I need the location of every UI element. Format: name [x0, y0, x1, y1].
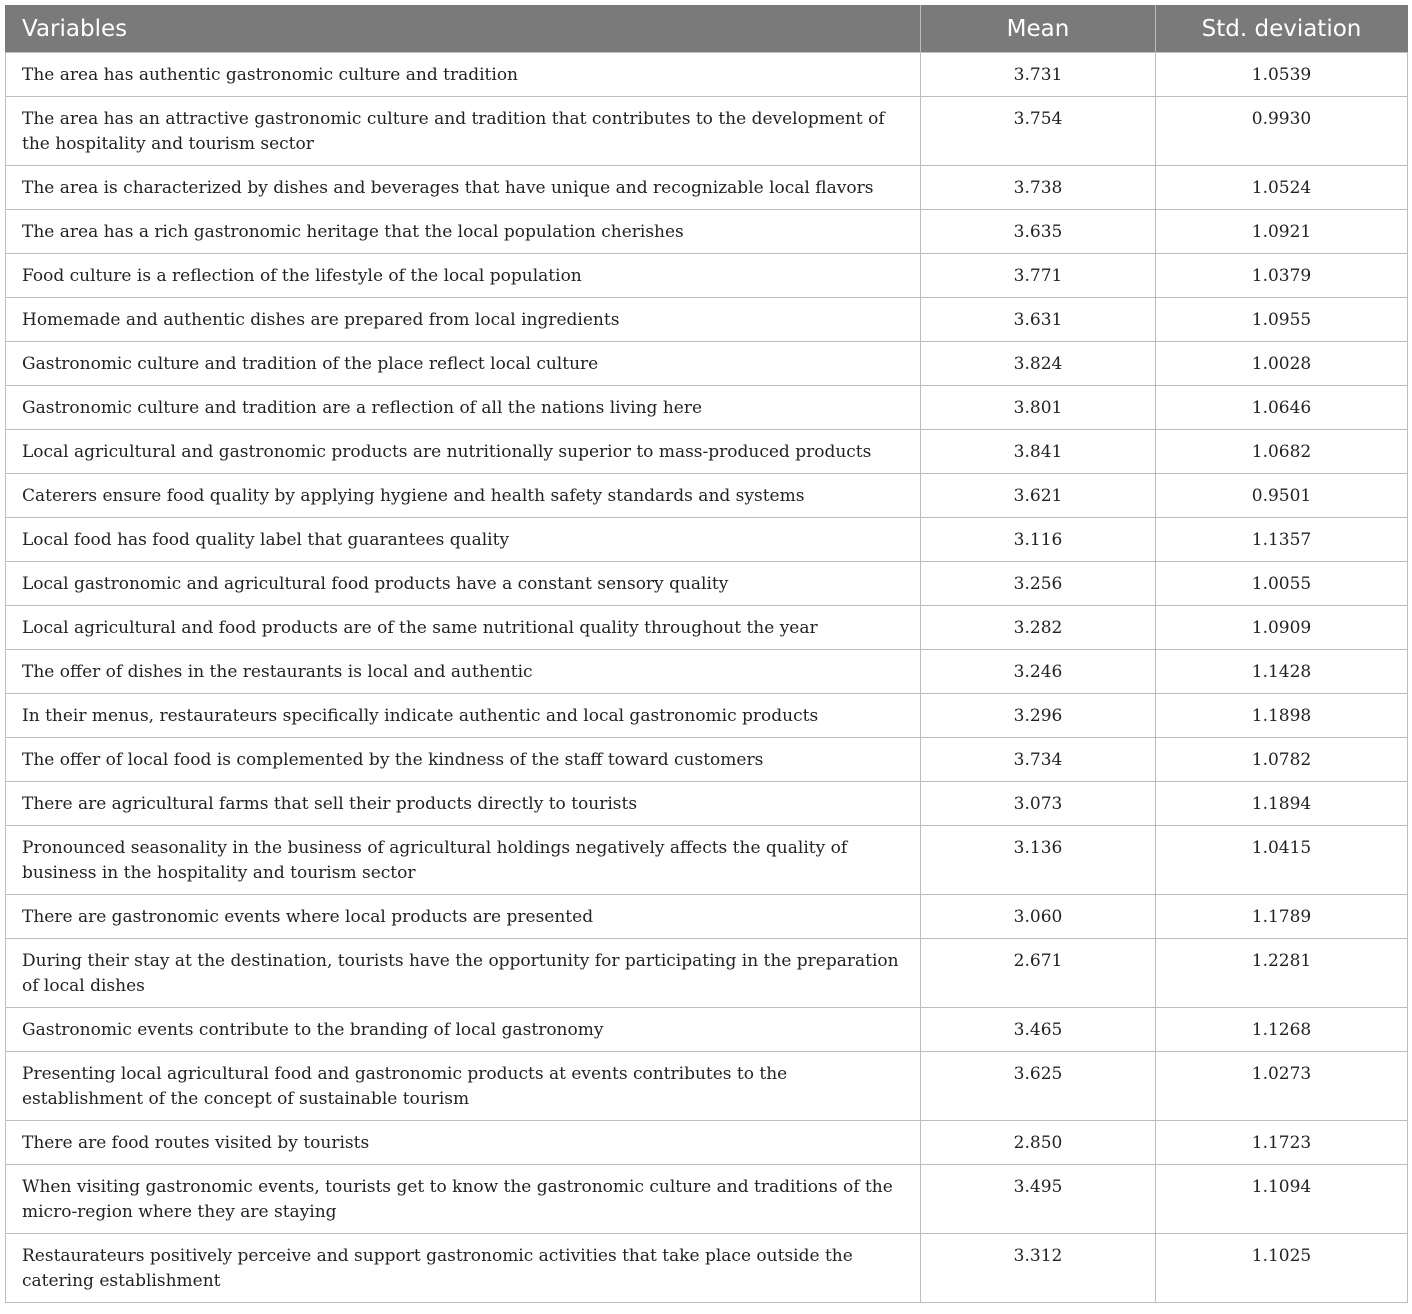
variable-cell: Gastronomic culture and tradition are a reflection of all the nations living here — [6, 386, 921, 430]
std-deviation-cell: 1.0909 — [1156, 606, 1408, 650]
table-row — [6, 430, 1408, 474]
table-row — [6, 342, 1408, 386]
variable-cell: Local gastronomic and agricultural food products have a constant sensory quality — [6, 562, 921, 606]
std-deviation-cell: 0.9930 — [1156, 97, 1408, 166]
std-deviation-cell: 1.2281 — [1156, 939, 1408, 1008]
table-row — [6, 298, 1408, 342]
mean-cell: 3.738 — [921, 166, 1156, 210]
mean-cell: 2.671 — [921, 939, 1156, 1008]
table-row — [6, 1165, 1408, 1234]
std-deviation-cell: 1.0782 — [1156, 738, 1408, 782]
table-row — [6, 650, 1408, 694]
table-row — [6, 606, 1408, 650]
variable-cell: Homemade and authentic dishes are prepared from local ingredients — [6, 298, 921, 342]
mean-cell: 3.841 — [921, 430, 1156, 474]
std-deviation-cell: 1.1268 — [1156, 1008, 1408, 1052]
table-row — [6, 694, 1408, 738]
std-deviation-cell: 0.9501 — [1156, 474, 1408, 518]
variable-cell: The area has a rich gastronomic heritage that the local population cherishes — [6, 210, 921, 254]
mean-cell: 3.495 — [921, 1165, 1156, 1234]
mean-cell: 3.734 — [921, 738, 1156, 782]
std-deviation-cell: 1.1723 — [1156, 1121, 1408, 1165]
header-row — [6, 6, 1408, 53]
std-deviation-cell: 1.0921 — [1156, 210, 1408, 254]
table-row — [6, 518, 1408, 562]
variable-cell: Food culture is a reflection of the lifestyle of the local population — [6, 254, 921, 298]
table-row — [6, 166, 1408, 210]
std-deviation-cell: 1.0415 — [1156, 826, 1408, 895]
mean-cell: 3.824 — [921, 342, 1156, 386]
table-row — [6, 474, 1408, 518]
variable-cell: There are gastronomic events where local products are presented — [6, 895, 921, 939]
variable-cell: The area has an attractive gastronomic culture and tradition that contributes to the development of the hospitality and tourism sector — [6, 97, 921, 166]
variable-cell: In their menus, restaurateurs specifically indicate authentic and local gastronomic products — [6, 694, 921, 738]
mean-cell: 3.246 — [921, 650, 1156, 694]
mean-cell: 3.625 — [921, 1052, 1156, 1121]
mean-cell: 3.631 — [921, 298, 1156, 342]
table-row — [6, 1052, 1408, 1121]
variable-cell: The offer of local food is complemented by the kindness of the staff toward customers — [6, 738, 921, 782]
std-deviation-cell: 1.1094 — [1156, 1165, 1408, 1234]
table-row — [6, 210, 1408, 254]
std-deviation-cell: 1.1789 — [1156, 895, 1408, 939]
header-std-deviation: Std. deviation — [1156, 6, 1408, 53]
header-mean: Mean — [921, 6, 1156, 53]
std-deviation-cell: 1.1894 — [1156, 782, 1408, 826]
std-deviation-cell: 1.1898 — [1156, 694, 1408, 738]
variable-cell: Pronounced seasonality in the business of agricultural holdings negatively affects the quality of business in the hospitality and tourism sector — [6, 826, 921, 895]
std-deviation-cell: 1.0682 — [1156, 430, 1408, 474]
mean-cell: 3.754 — [921, 97, 1156, 166]
table-row — [6, 1008, 1408, 1052]
variable-cell: Local food has food quality label that guarantees quality — [6, 518, 921, 562]
mean-cell: 3.801 — [921, 386, 1156, 430]
mean-cell: 2.850 — [921, 1121, 1156, 1165]
mean-cell: 3.771 — [921, 254, 1156, 298]
std-deviation-cell: 1.0955 — [1156, 298, 1408, 342]
variable-cell: When visiting gastronomic events, tourists get to know the gastronomic culture and traditions of the micro-region where they are staying — [6, 1165, 921, 1234]
header-variables: Variables — [6, 6, 921, 53]
table-row — [6, 53, 1408, 97]
statistics-table — [5, 5, 1408, 1303]
variable-cell: During their stay at the destination, tourists have the opportunity for participating in the preparation of local dishes — [6, 939, 921, 1008]
mean-cell: 3.282 — [921, 606, 1156, 650]
mean-cell: 3.621 — [921, 474, 1156, 518]
mean-cell: 3.073 — [921, 782, 1156, 826]
std-deviation-cell: 1.0055 — [1156, 562, 1408, 606]
table-row — [6, 1234, 1408, 1303]
table-row — [6, 782, 1408, 826]
variable-cell: Local agricultural and food products are of the same nutritional quality throughout the year — [6, 606, 921, 650]
variable-cell: There are food routes visited by tourists — [6, 1121, 921, 1165]
std-deviation-cell: 1.1357 — [1156, 518, 1408, 562]
table-row — [6, 97, 1408, 166]
variable-cell: Gastronomic culture and tradition of the place reflect local culture — [6, 342, 921, 386]
mean-cell: 3.465 — [921, 1008, 1156, 1052]
mean-cell: 3.312 — [921, 1234, 1156, 1303]
table-row — [6, 738, 1408, 782]
std-deviation-cell: 1.1428 — [1156, 650, 1408, 694]
mean-cell: 3.635 — [921, 210, 1156, 254]
variable-cell: Restaurateurs positively perceive and support gastronomic activities that take place outside the catering establishment — [6, 1234, 921, 1303]
std-deviation-cell: 1.0379 — [1156, 254, 1408, 298]
table-row — [6, 254, 1408, 298]
table-row — [6, 939, 1408, 1008]
table-row — [6, 1121, 1408, 1165]
std-deviation-cell: 1.0646 — [1156, 386, 1408, 430]
variable-cell: Presenting local agricultural food and gastronomic products at events contributes to the establishment of the concept of sustainable tourism — [6, 1052, 921, 1121]
table-body — [6, 53, 1408, 1303]
table-row — [6, 826, 1408, 895]
mean-cell: 3.256 — [921, 562, 1156, 606]
mean-cell: 3.116 — [921, 518, 1156, 562]
mean-cell: 3.060 — [921, 895, 1156, 939]
std-deviation-cell: 1.0273 — [1156, 1052, 1408, 1121]
variable-cell: The area is characterized by dishes and beverages that have unique and recognizable local flavors — [6, 166, 921, 210]
std-deviation-cell: 1.1025 — [1156, 1234, 1408, 1303]
table-row — [6, 562, 1408, 606]
std-deviation-cell: 1.0524 — [1156, 166, 1408, 210]
variable-cell: Caterers ensure food quality by applying hygiene and health safety standards and systems — [6, 474, 921, 518]
variable-cell: The area has authentic gastronomic culture and tradition — [6, 53, 921, 97]
std-deviation-cell: 1.0539 — [1156, 53, 1408, 97]
table-row — [6, 895, 1408, 939]
mean-cell: 3.296 — [921, 694, 1156, 738]
variable-cell: Gastronomic events contribute to the branding of local gastronomy — [6, 1008, 921, 1052]
variable-cell: Local agricultural and gastronomic products are nutritionally superior to mass-produced products — [6, 430, 921, 474]
mean-cell: 3.136 — [921, 826, 1156, 895]
std-deviation-cell: 1.0028 — [1156, 342, 1408, 386]
table-row — [6, 386, 1408, 430]
variable-cell: There are agricultural farms that sell their products directly to tourists — [6, 782, 921, 826]
mean-cell: 3.731 — [921, 53, 1156, 97]
variable-cell: The offer of dishes in the restaurants is local and authentic — [6, 650, 921, 694]
